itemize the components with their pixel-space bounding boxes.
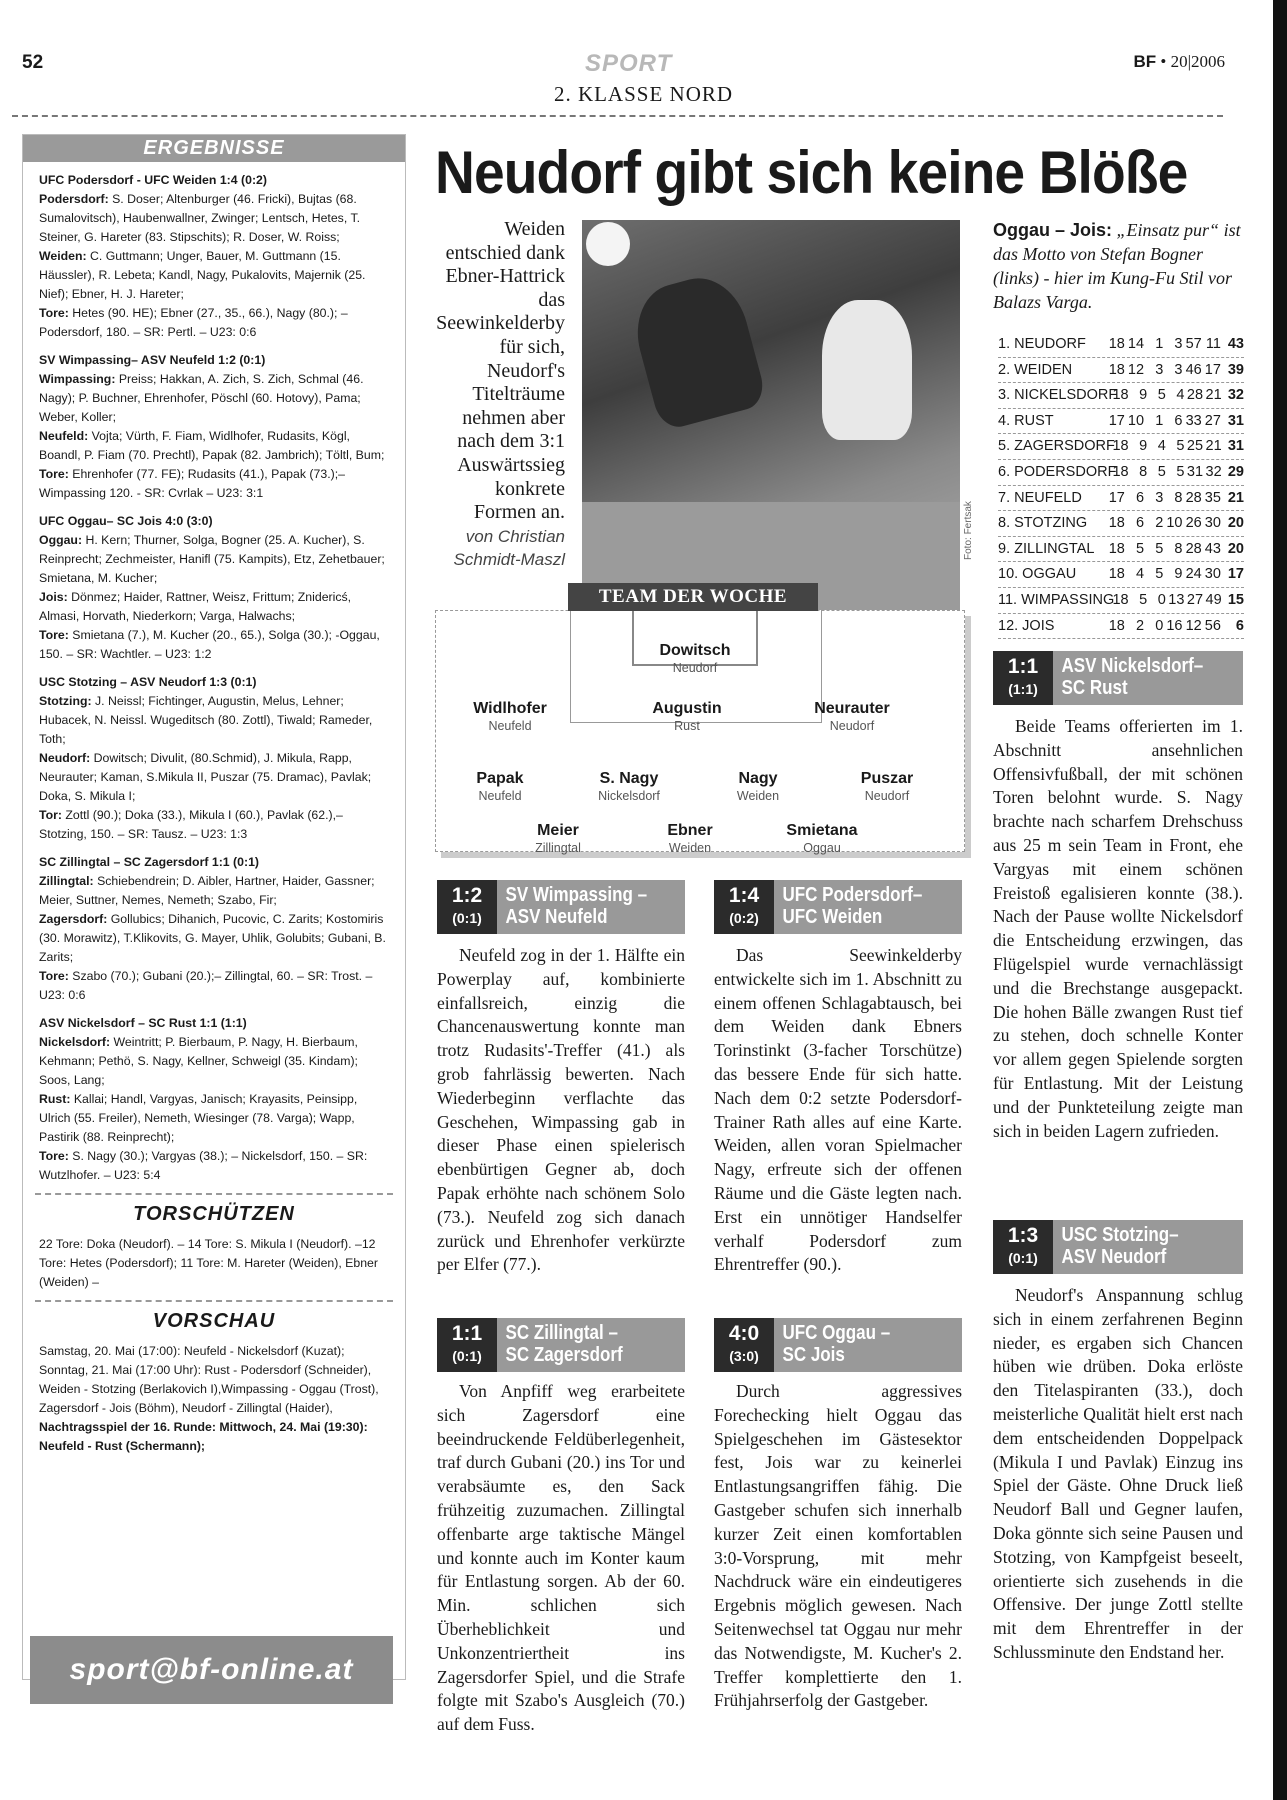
result-title: SC Zillingtal – SC Zagersdorf 1:1 (0:1) bbox=[39, 855, 260, 869]
report-score bbox=[993, 651, 1053, 705]
standings-cell: 31 bbox=[1186, 463, 1204, 480]
standings-cell: 5 bbox=[1135, 540, 1145, 557]
result-block bbox=[23, 673, 405, 844]
standings-cell: 20 bbox=[1227, 540, 1244, 557]
standings-cell: 3 bbox=[1155, 489, 1164, 506]
result-line: Tore: Ehrenhofer (77. FE); Rudasits (41.), Papak (73.);– Wimpassing 120. - SR: Cvrlak – U23: 3:1 bbox=[39, 467, 345, 500]
team-player bbox=[817, 770, 957, 804]
standings-cell: 6 bbox=[1235, 617, 1244, 634]
report-score bbox=[437, 880, 497, 934]
caption-bold: Oggau – Jois: bbox=[993, 220, 1113, 240]
standings-cell: 0 bbox=[1155, 617, 1164, 634]
player-name: Nagy bbox=[738, 770, 778, 787]
ergebnisse-heading: ERGEBNISSE bbox=[23, 135, 405, 162]
standings-cell: 28 bbox=[1185, 540, 1202, 557]
standings-cell: 14 bbox=[1127, 336, 1145, 352]
standings-cell: 39 bbox=[1227, 361, 1244, 378]
report-badge bbox=[437, 1318, 685, 1372]
away-team: ASV Neufeld bbox=[505, 906, 608, 928]
standings-cell: 17 bbox=[1204, 361, 1221, 378]
result-line: Neudorf: Dowitsch; Divulit, (80.Schmid), J. Mikula, Rapp, Neurauter; Kaman, S.Mikula II, Puszar (75. Dramac), Pavlak; Doka, S. Mikula I; bbox=[39, 751, 372, 803]
result-block bbox=[23, 853, 405, 1005]
standings-cell: 18 bbox=[1112, 591, 1129, 608]
standings-cell: 24 bbox=[1185, 566, 1202, 583]
standings-cell: 29 bbox=[1227, 463, 1244, 480]
standings-cell: 8 bbox=[1174, 540, 1183, 557]
standings-cell: 5 bbox=[1176, 463, 1185, 480]
standings-row bbox=[998, 511, 1244, 537]
standings-cell: 8 bbox=[1174, 489, 1183, 506]
standings-cell: 28 bbox=[1186, 387, 1204, 404]
player-club: Neufeld bbox=[478, 789, 522, 803]
away-team: UFC Weiden bbox=[782, 906, 883, 928]
standings-cell: 25 bbox=[1186, 438, 1204, 455]
standings-cell: 17 bbox=[1108, 489, 1125, 506]
standings-cell: 18 bbox=[1108, 515, 1125, 532]
result-block bbox=[23, 351, 405, 503]
standings-row bbox=[998, 332, 1244, 358]
standings-cell: 18 bbox=[1112, 463, 1129, 480]
standings-cell: 46 bbox=[1185, 361, 1202, 378]
team-der-woche-title: TEAM DER WOCHE bbox=[568, 583, 818, 611]
standings-cell: 18 bbox=[1108, 540, 1125, 557]
standings-cell: 4. RUST bbox=[998, 412, 1054, 429]
score-value: 1:1 bbox=[451, 1322, 483, 1345]
standings-cell: 33 bbox=[1185, 412, 1202, 429]
standings-row bbox=[998, 434, 1244, 460]
standings-cell: 9 bbox=[1174, 566, 1183, 583]
result-line: Podersdorf: S. Doser; Altenburger (46. Fricki), Bujtas (68. Sumalovitsch), Haubenwallner, Zwinger; Lentsch, Hetes, T. Steiner, G. Hareter (83. Stipschits); R. Doser, W. Roiss; bbox=[39, 192, 361, 244]
report-text: Neufeld zog in der 1. Hälfte ein Powerplay auf, kombinierte einfallsreich, einzig die Chancenauswertung konnte man trotz Rudasits'-Treffer (41.) als grob fahrlässig bewerten. Nach Wiederbeginn verflachte das Geschehen, Wimpassing gab in dieser Phase einen spielerisch ebenbürtigen Gegner ab, doch Papak erhöhte nach schönem Solo (73.). Neufeld zog sich danach zurück und Ehrenhofer verkürzte per Elfer (77.). bbox=[437, 945, 685, 1275]
standings-cell: 12. JOIS bbox=[998, 617, 1055, 634]
standings-row bbox=[998, 486, 1244, 512]
halftime-score: (0:2) bbox=[729, 910, 759, 926]
standings-cell: 18 bbox=[1108, 336, 1125, 352]
standings-cell: 4 bbox=[1135, 566, 1145, 583]
standings-row bbox=[998, 409, 1244, 435]
standings-cell: 57 bbox=[1185, 336, 1202, 352]
result-line: Nickelsdorf: Weintritt; P. Bierbaum, P. Nagy, H. Bierbaum, Kehmann; Pethö, S. Nagy, Kellner, Schweigl (35. Kindam); Soos, Lang; bbox=[39, 1035, 358, 1087]
standings-cell: 17 bbox=[1227, 566, 1244, 583]
report-teams bbox=[497, 880, 656, 934]
section-label: SPORT bbox=[585, 50, 673, 77]
league-title: 2. KLASSE NORD bbox=[553, 82, 734, 106]
standings-cell: 10. OGGAU bbox=[998, 566, 1077, 583]
home-team: UFC Podersdorf– bbox=[782, 884, 923, 906]
article-intro bbox=[435, 218, 565, 572]
standings-cell: 10 bbox=[1166, 515, 1183, 532]
torschuetzen-paragraph: 22 Tore: Doka (Neudorf). – 14 Tore: S. Mikula I (Neudorf). –12 Tore: Hetes (Podersdorf); 11 Tore: M. Hareter (Weiden), Ebner (Weiden) – bbox=[39, 1237, 378, 1289]
home-team: ASV Nickelsdorf– bbox=[1061, 655, 1204, 677]
result-title: USC Stotzing – ASV Neudorf 1:3 (0:1) bbox=[39, 675, 257, 689]
caption-text: „Einsatz pur“ ist das Motto von Stefan Bogner (links) - hier im Kung-Fu Stil vor Balazs Varga. bbox=[993, 220, 1241, 312]
report-teams bbox=[497, 1318, 631, 1372]
result-line: Tore: Smietana (7.), M. Kucher (20., 65.), Solga (30.); -Oggau, 150. – SR: Wachtler. – U23: 1:2 bbox=[39, 628, 380, 661]
standings-cell: 6 bbox=[1135, 515, 1145, 532]
player-club: Weiden bbox=[668, 841, 712, 855]
ball-icon bbox=[586, 222, 630, 266]
issue-number: 20|2006 bbox=[1170, 52, 1225, 71]
player-dark-shape bbox=[626, 268, 768, 432]
standings-row bbox=[998, 537, 1244, 563]
player-name: Neurauter bbox=[814, 700, 890, 717]
report-score bbox=[714, 880, 774, 934]
report-badge bbox=[714, 1318, 962, 1372]
score-value: 1:4 bbox=[728, 884, 760, 907]
publication-name: BF bbox=[1133, 52, 1157, 71]
result-line: Tor: Zottl (90.); Doka (33.), Mikula I (60.), Pavlak (62.),–Stotzing, 150. – SR: Tausz. – U23: 1:3 bbox=[39, 808, 343, 841]
vorschau-paragraph: Samstag, 20. Mai (17:00): Neufeld - Nickelsdorf (Kuzat); Sonntag, 21. Mai (17:00 Uhr): Rust - Podersdorf (Schneider), Weiden - Stotzing (Berlakovich I),Wimpassing - Oggau (Trost), Zagersdorf - Jois (Böhm), Neudorf - Zillingtal (Haider), bbox=[39, 1344, 379, 1415]
result-line: Tore: Hetes (90. HE); Ebner (27., 35., 66.), Nagy (80.); – Podersdorf, 180. – SR: Pertl. – U23: 0:6 bbox=[39, 306, 348, 339]
standings-row bbox=[998, 383, 1244, 409]
away-team: SC Rust bbox=[1061, 677, 1128, 699]
standings-cell: 27 bbox=[1186, 591, 1204, 608]
team-player bbox=[430, 770, 570, 804]
standings-cell: 56 bbox=[1204, 617, 1221, 634]
report-badge bbox=[437, 880, 685, 934]
photo-credit: Foto: Fertsak bbox=[963, 501, 974, 560]
player-name: Puszar bbox=[860, 770, 914, 787]
report-text: Beide Teams offerierten im 1. Abschnitt ansehnlichen Offensivfußball, der mit schönen Toren belohnt wurde. S. Nagy brachte nach scharfem Drehschuss aus 25 m sein Team in Front, ehe Vargyas mit einem schönen Freistoß egalisieren konnte (38.). Nach der Pause wollte Nickelsdorf die Entscheidung erzwingen, das Flügelspiel wurde vernachlässigt und die Brechstange ausgepackt. Die hohen Bälle zwangen Rust tief zu stehen, doch schnelle Konter vor allem gegen Spielende sorgten für Entlastung. Mit der Leistung und der Punkteteilung zeigte man sich in beiden Lagern zufrieden. bbox=[993, 716, 1243, 1141]
team-player bbox=[752, 822, 892, 856]
standings-cell: 6. PODERSDORF bbox=[998, 463, 1117, 480]
standings-row bbox=[998, 460, 1244, 486]
halftime-score: (3:0) bbox=[729, 1348, 759, 1364]
player-name: Augustin bbox=[652, 700, 722, 717]
standings-cell: 18 bbox=[1108, 566, 1125, 583]
result-line: Neufeld: Vojta; Vürth, F. Fiam, Widlhofer, Rudasits, Kögl, Boandl, P. Fiam (70. Prechtl), Papak (82. Jambrich); Töltl, Bum; bbox=[39, 429, 385, 462]
vorschau-heading: VORSCHAU bbox=[35, 1300, 393, 1333]
home-team: SC Zillingtal – bbox=[505, 1322, 618, 1344]
report-text: Das Seewinkelderby entwickelte sich im 1. Abschnitt zu einem offenen Schlagabtausch, bei dem Weiden dank Ebners Torinstinkt (3-facher Torschütze) das bessere Ende für sich hatte. Nach dem 0:2 setzte Podersdorf-Trainer Rath alles auf eine Karte. Weiden, allen voran Spielmacher Nagy, erfreute sich der offenen Räume und die Gäste legten nach. Erst ein unnötiger Handselfer verhalf Podersdorf zum Ehrentreffer (90.). bbox=[714, 945, 962, 1275]
standings-cell: 13 bbox=[1168, 591, 1185, 608]
standings-cell: 17 bbox=[1108, 412, 1125, 429]
standings-row bbox=[998, 358, 1244, 384]
standings-cell: 0 bbox=[1157, 591, 1166, 608]
report-teams bbox=[774, 1318, 899, 1372]
report-teams bbox=[774, 880, 931, 934]
report-teams bbox=[1053, 651, 1212, 705]
standings-cell: 12 bbox=[1127, 361, 1145, 378]
report-score bbox=[714, 1318, 774, 1372]
standings-cell: 9 bbox=[1139, 387, 1148, 404]
away-team: SC Jois bbox=[782, 1344, 845, 1366]
standings-cell: 21 bbox=[1205, 438, 1222, 455]
standings-cell: 3 bbox=[1174, 361, 1183, 378]
standings-cell: 18 bbox=[1108, 361, 1125, 378]
standings-cell: 31 bbox=[1227, 438, 1244, 455]
standings-cell: 18 bbox=[1112, 438, 1129, 455]
team-player bbox=[617, 700, 757, 734]
score-value: 4:0 bbox=[728, 1322, 760, 1345]
team-player bbox=[625, 642, 765, 676]
email-banner[interactable]: sport@bf-online.at bbox=[30, 1636, 393, 1704]
player-club: Zillingtal bbox=[535, 841, 581, 855]
home-team: SV Wimpassing – bbox=[505, 884, 648, 906]
report-teams bbox=[1053, 1220, 1187, 1274]
standings-cell: 5. ZAGERSDORF bbox=[998, 438, 1115, 455]
result-line: Rust: Kallai; Handl, Vargyas, Janisch; Krayasits, Peinsipp, Ulrich (55. Freiler), Nemeth, Wiesinger (78. Varga); Wapp, Pastirik (88. Reinprecht); bbox=[39, 1092, 358, 1144]
standings-cell: 30 bbox=[1204, 566, 1221, 583]
standings-cell: 3 bbox=[1155, 361, 1164, 378]
header-divider bbox=[12, 115, 1223, 117]
standings-cell: 18 bbox=[1108, 617, 1125, 634]
player-name: Ebner bbox=[667, 822, 713, 839]
player-club: Neudorf bbox=[829, 719, 875, 733]
team-player bbox=[620, 822, 760, 856]
standings-cell: 35 bbox=[1204, 489, 1221, 506]
score-value: 1:1 bbox=[1007, 655, 1039, 678]
standings-cell: 20 bbox=[1227, 515, 1244, 532]
player-name: Widlhofer bbox=[473, 700, 547, 717]
player-name: Dowitsch bbox=[659, 642, 731, 659]
standings-cell: 1. NEUDORF bbox=[998, 336, 1086, 352]
article-headline: Neudorf gibt sich keine Blöße bbox=[435, 139, 1188, 206]
page-number: 52 bbox=[22, 52, 44, 73]
player-club: Weiden bbox=[736, 789, 780, 803]
standings-row bbox=[998, 562, 1244, 588]
halftime-score: (0:1) bbox=[1008, 1250, 1038, 1266]
nachtrag-paragraph: Nachtragsspiel der 16. Runde: Mittwoch, 24. Mai (19:30): Neufeld - Rust (Schermann); bbox=[39, 1420, 368, 1453]
result-line: Stotzing: J. Neissl; Fichtinger, Augustin, Melus, Lehner; Hubacek, N. Neissl. Wugeditsch (80. Zottl), Tiwald; Rameder, Toth; bbox=[39, 694, 373, 746]
standings-cell: 32 bbox=[1205, 463, 1222, 480]
standings-cell: 43 bbox=[1227, 336, 1244, 352]
standings-cell: 11 bbox=[1205, 336, 1221, 352]
standings-cell: 15 bbox=[1227, 591, 1244, 608]
standings-cell: 32 bbox=[1227, 387, 1244, 404]
standings-row bbox=[998, 588, 1244, 614]
standings-cell: 43 bbox=[1204, 540, 1221, 557]
report-badge bbox=[993, 651, 1243, 705]
report-score bbox=[993, 1220, 1053, 1274]
player-name: Smietana bbox=[786, 822, 858, 839]
report-badge bbox=[714, 880, 962, 934]
standings-table bbox=[998, 332, 1244, 639]
torschuetzen-text bbox=[23, 1235, 405, 1292]
standings-row bbox=[998, 614, 1244, 640]
home-team: USC Stotzing– bbox=[1061, 1224, 1179, 1246]
standings-cell: 21 bbox=[1227, 489, 1244, 506]
result-line: Zillingtal: Schiebendrein; D. Aibler, Hartner, Haider, Gassner; Meier, Suttner, Nemes, Nemeth; Szabo, Fir; bbox=[39, 874, 375, 907]
results-list bbox=[23, 171, 405, 1185]
team-player bbox=[782, 700, 922, 734]
result-line: Tore: S. Nagy (30.); Vargyas (38.); – Nickelsdorf, 150. – SR: Wutzlhofer. – U23: 5:4 bbox=[39, 1149, 368, 1182]
result-line: Zagersdorf: Gollubics; Dihanich, Pucovic, C. Zarits; Kostomiris (30. Morawitz), T.Klikovits, G. Mayer, Uhlik, Golubits; Gubani, B. Zarits; bbox=[39, 912, 386, 964]
page-edge bbox=[1273, 0, 1287, 1800]
standings-cell: 2 bbox=[1135, 617, 1145, 634]
result-title: ASV Nickelsdorf – SC Rust 1:1 (1:1) bbox=[39, 1016, 247, 1030]
standings-cell: 27 bbox=[1204, 412, 1221, 429]
player-club: Neufeld bbox=[488, 719, 532, 733]
standings-cell: 1 bbox=[1155, 336, 1164, 352]
standings-cell: 21 bbox=[1205, 387, 1222, 404]
standings-cell: 26 bbox=[1185, 515, 1202, 532]
player-club: Rust bbox=[674, 719, 700, 733]
standings-cell: 5 bbox=[1176, 438, 1185, 455]
standings-cell: 5 bbox=[1139, 591, 1148, 608]
standings-cell: 31 bbox=[1227, 412, 1244, 429]
result-title: SV Wimpassing– ASV Neufeld 1:2 (0:1) bbox=[39, 353, 266, 367]
player-name: Papak bbox=[476, 770, 524, 787]
report-text: Durch aggressives Forechecking hielt Oggau das Spielgeschehen im Gästesektor fest, Jois war zu keinerlei Entlastungsangriffen fähig. Die Gastgeber schufen sich innerhalb kurzer Zeit einen komfortablen 3:0-Vorsprung, mit mehr Nachdruck wäre ein eindeutigeres Ergebnis möglich gewesen. Nach Seitenwechsel tat Oggau nur mehr das Notwendigste, M. Kucher's 2. Treffer komplettierte den 1. Frühjahrserfolg der Gastgeber. bbox=[714, 1381, 962, 1711]
standings-cell: 5 bbox=[1155, 540, 1164, 557]
result-title: UFC Oggau– SC Jois 4:0 (3:0) bbox=[39, 514, 213, 528]
halftime-score: (1:1) bbox=[1008, 681, 1038, 697]
standings-cell: 6 bbox=[1174, 412, 1183, 429]
standings-cell: 16 bbox=[1166, 617, 1183, 634]
standings-cell: 28 bbox=[1185, 489, 1202, 506]
player-light-shape bbox=[822, 300, 912, 440]
standings-cell: 7. NEUFELD bbox=[998, 489, 1082, 506]
result-block bbox=[23, 512, 405, 664]
standings-cell: 4 bbox=[1157, 438, 1166, 455]
team-player bbox=[559, 770, 699, 804]
result-block bbox=[23, 171, 405, 342]
away-team: ASV Neudorf bbox=[1061, 1246, 1167, 1268]
standings-cell: 12 bbox=[1185, 617, 1202, 634]
report-text: Neudorf's Anspannung schlug sich in einem zerfahrenen Beginn nieder, es ergaben sich Chancen hüben wie drüben. Doka erlöste den Titelaspiranten (33.), doch meisterliche Qualität hielt erst nach dem entscheidenden Doppelpack (Mikula I und Pavlak) Einzug ins Spiel der Gäste. Ohne Druck ließ Neudorf Ball und Gegner laufen, Doka gönnte sich seine Pausen und Stotzing, von Kampfgeist beseelt, orientierte sich zusehends in die Offensive. Der junge Zottl stellte mit dem Ehrentreffer in der Schlussminute den Endstand her. bbox=[993, 1285, 1243, 1662]
standings-cell: 5 bbox=[1157, 463, 1166, 480]
result-block bbox=[23, 1014, 405, 1185]
result-line: Oggau: H. Kern; Thurner, Solga, Bogner (25. A. Kucher), S. Reinprecht; Zechmeister, Hanifl (75. Kampits), Etz, Zehetbauer; Smietana, M. Kucher; bbox=[39, 533, 385, 585]
standings-cell: 4 bbox=[1176, 387, 1185, 404]
result-line: Jois: Dönmez; Haider, Rattner, Weisz, Frittum; Znidericś, Almasi, Horvath, Niederkorn; Varga, Halwachs; bbox=[39, 590, 352, 623]
standings-cell: 6 bbox=[1135, 489, 1145, 506]
team-player bbox=[488, 822, 628, 856]
standings-cell: 9 bbox=[1139, 438, 1148, 455]
report-score bbox=[437, 1318, 497, 1372]
team-player bbox=[440, 700, 580, 734]
standings-cell: 1 bbox=[1155, 412, 1164, 429]
standings-cell: 3 bbox=[1174, 336, 1183, 352]
player-club: Oggau bbox=[803, 841, 841, 855]
standings-cell: 2. WEIDEN bbox=[998, 361, 1073, 378]
result-line: Weiden: C. Guttmann; Unger, Bauer, M. Guttmann (15. Häussler), R. Lebeta; Kandl, Nagy, Pukalovits, Majernik (25. Nief); Ebner, H. J. Hareter; bbox=[39, 249, 366, 301]
halftime-score: (0:1) bbox=[452, 1348, 482, 1364]
away-team: SC Zagersdorf bbox=[505, 1344, 623, 1366]
player-club: Neudorf bbox=[672, 661, 718, 675]
issue-info: BF • 20|2006 bbox=[1133, 52, 1225, 71]
team-player bbox=[688, 770, 828, 804]
match-photo bbox=[582, 220, 960, 612]
results-column bbox=[22, 134, 406, 1680]
standings-cell: 5 bbox=[1157, 387, 1166, 404]
home-team: UFC Oggau – bbox=[782, 1322, 891, 1344]
score-value: 1:3 bbox=[1007, 1224, 1039, 1247]
halftime-score: (0:1) bbox=[452, 910, 482, 926]
report-badge bbox=[993, 1220, 1243, 1274]
standings-cell: 5 bbox=[1155, 566, 1164, 583]
intro-text: Weiden entschied dank Ebner-Hattrick das Seewinkelderby für sich, Neudorf's Titelträume nehmen aber nach dem 3:1 Auswärtssieg konkrete Formen an. bbox=[436, 218, 565, 524]
standings-cell: 8 bbox=[1139, 463, 1148, 480]
standings-cell: 9. ZILLINGTAL bbox=[998, 540, 1095, 557]
player-name: Meier bbox=[537, 822, 579, 839]
player-name: S. Nagy bbox=[599, 770, 659, 787]
score-value: 1:2 bbox=[451, 884, 483, 907]
vorschau-text bbox=[23, 1342, 405, 1456]
result-title: UFC Podersdorf - UFC Weiden 1:4 (0:2) bbox=[39, 173, 267, 187]
result-line: Tore: Szabo (70.); Gubani (20.);– Zillingtal, 60. – SR: Trost. – U23: 0:6 bbox=[39, 969, 373, 1002]
standings-cell: 18 bbox=[1112, 387, 1129, 404]
result-line: Wimpassing: Preiss; Hakkan, A. Zich, S. Zich, Schmal (46. Nagy); P. Buchner, Ehrenhofer, Pöschl (60. Hotovy), Pama; Weber, Koller; bbox=[39, 372, 364, 424]
standings-cell: 11. WIMPASSING bbox=[998, 591, 1115, 608]
standings-cell: 49 bbox=[1205, 591, 1222, 608]
standings-cell: 10 bbox=[1127, 412, 1145, 429]
torschuetzen-heading: TORSCHÜTZEN bbox=[35, 1193, 393, 1226]
report-text: Von Anpfiff weg erarbeitete sich Zagersdorf eine beeindruckende Feldüberlegenheit, traf durch Gubani (20.) ins Tor und verabsäumte es, den Sack frühzeitig zuzumachen. Zillingtal offenbarte arge taktische Mängel und konnte auch im Konter kaum für Entlastung sorgen. Ab der 60. Min. schlichen sich Überheblichkeit und Unkonzentriertheit ins Zagersdorfer Spiel, und die Strafe folgte mit Szabo's Ausgleich (70.) auf dem Fuss. bbox=[437, 1381, 685, 1735]
byline: von Christian Schmidt-Maszl bbox=[453, 526, 565, 570]
standings-cell: 2 bbox=[1155, 515, 1164, 532]
standings-cell: 3. NICKELSDORF bbox=[998, 387, 1118, 404]
standings-cell: 8. STOTZING bbox=[998, 515, 1088, 532]
player-club: Nickelsdorf bbox=[598, 789, 660, 803]
player-club: Neudorf bbox=[864, 789, 910, 803]
standings-cell: 30 bbox=[1204, 515, 1221, 532]
photo-caption bbox=[993, 218, 1248, 314]
